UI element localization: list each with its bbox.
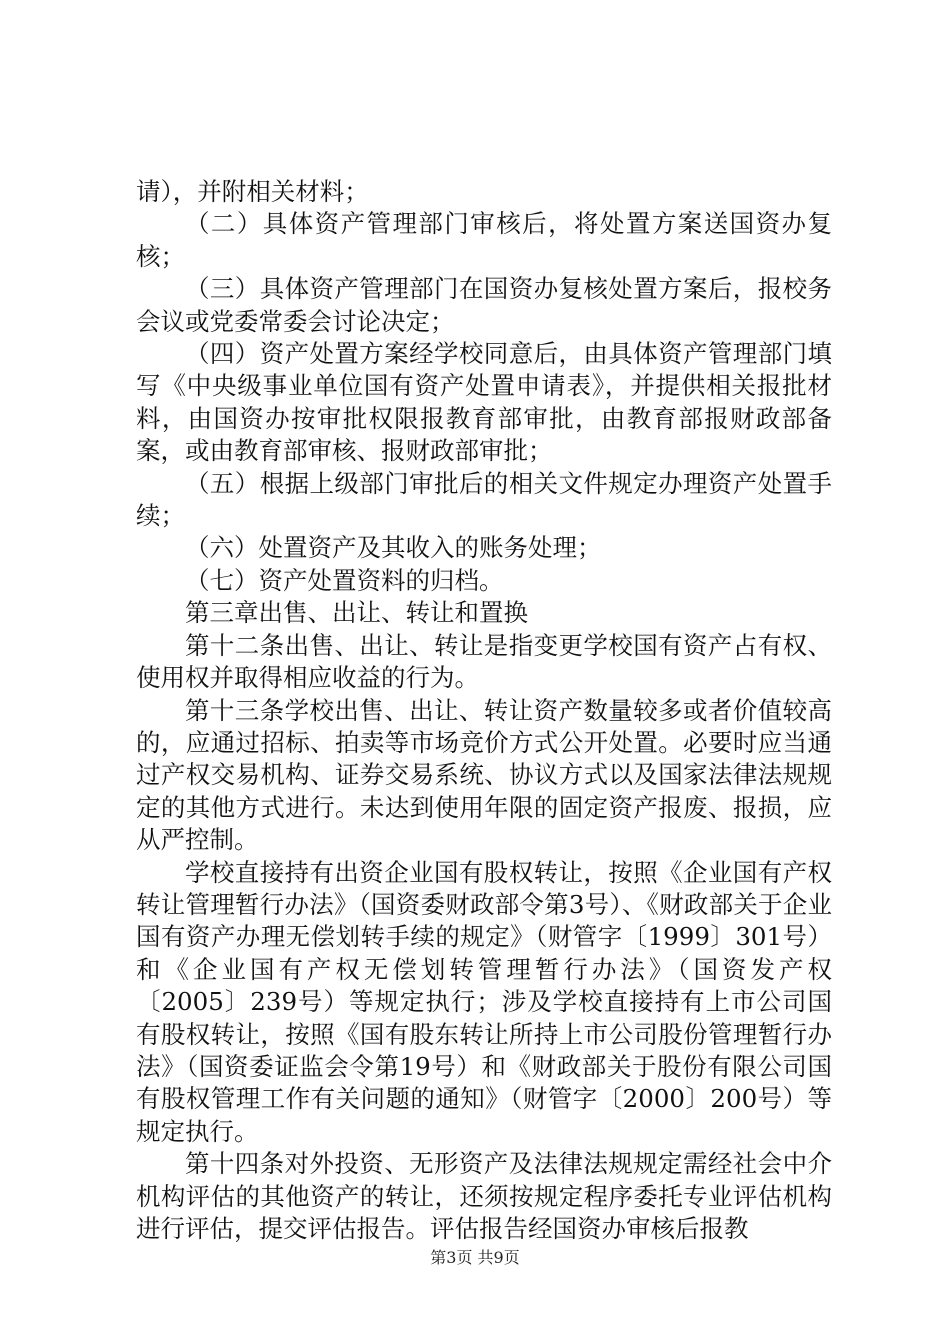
paragraph: 第十四条对外投资、无形资产及法律法规规定需经社会中介机构评估的其他资产的转让，还须按规定程序委托专业评估机构进行评估，提交评估报告。评估报告经国资办审核后报教 — [136, 1149, 832, 1243]
chapter-heading: 第三章出售、出让、转让和置换 — [185, 598, 528, 628]
paragraph: 第十三条学校出售、出让、转让资产数量较多或者价值较高的，应通过招标、拍卖等市场竞价方式公开处置。必要时应当通过产权交易机构、证券交易系统、协议方式以及国家法律法规规定的其他方式进行。未达到使用年限的固定资产报废、报损，应从严控制。 — [136, 695, 832, 855]
paragraph: 第十二条出售、出让、转让是指变更学校国有资产占有权、使用权并取得相应收益的行为。 — [136, 630, 832, 693]
paragraph: （六）处置资产及其收入的账务处理； — [185, 533, 602, 563]
paragraph: （五）根据上级部门审批后的相关文件规定办理资产处置手续； — [136, 468, 832, 531]
paragraph: 学校直接持有出资企业国有股权转让，按照《企业国有产权转让管理暂行办法》（国资委财政部令第3号）、《财政部关于企业国有资产办理无偿划转手续的规定》（财管字〔1999〕301号）和《企业国有产权无偿划转管理暂行办法》（国资发产权〔2005〕239号）等规定执行；涉及学校直接持有上市公司国有股权转让，按照《国有股东转让所持上市公司股份管理暂行办法》（国资委证监会令第19号）和《财政部关于股份有限公司国有股权管理工作有关问题的通知》（财管字〔2000〕200号）等规定执行。 — [136, 857, 832, 1146]
paragraph: （四）资产处置方案经学校同意后，由具体资产管理部门填写《中央级事业单位国有资产处置申请表》，并提供相关报批材料，由国资办按审批权限报教育部审批，由教育部报财政部备案，或由教育部审核、报财政部审批； — [136, 339, 832, 466]
paragraph: （三）具体资产管理部门在国资办复核处置方案后，报校务会议或党委常委会讨论决定； — [136, 274, 832, 336]
paragraph: 请），并附相关材料； — [136, 177, 369, 206]
paragraph: （七）资产处置资料的归档。 — [185, 565, 504, 595]
paragraph: （二）具体资产管理部门审核后，将处置方案送国资办复核； — [136, 209, 832, 271]
page-footer: 第3页 共9页 — [430, 1248, 520, 1267]
document-body — [136, 176, 832, 1245]
